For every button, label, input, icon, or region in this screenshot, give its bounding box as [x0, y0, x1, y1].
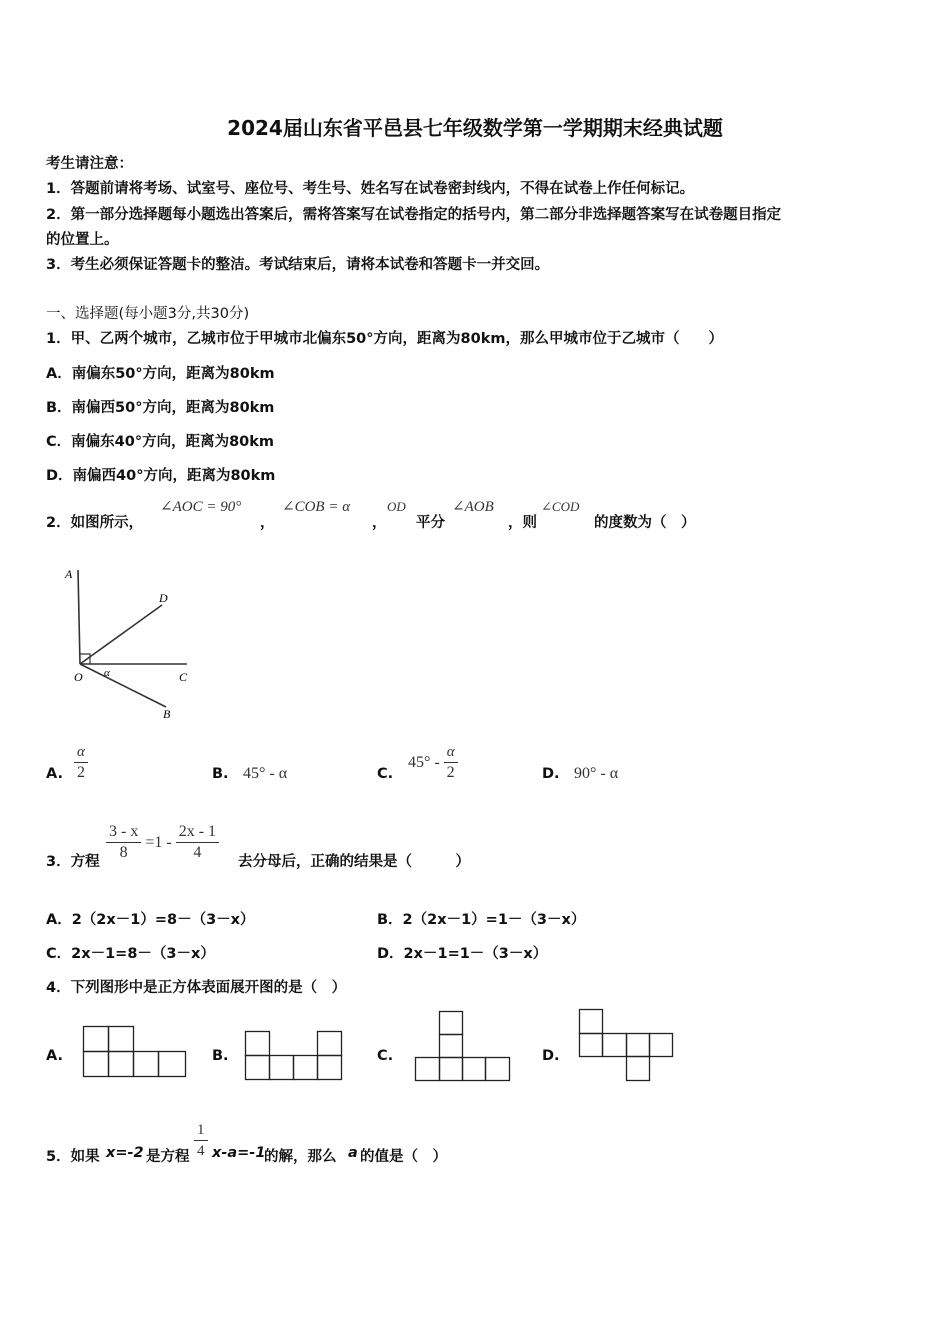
- q4-option-b-label: B.: [212, 1048, 229, 1064]
- q1-option-d: D．南偏西40°方向，距离为80km: [46, 468, 276, 484]
- cube-net-b: [245, 1031, 345, 1081]
- ray-od: [80, 605, 162, 664]
- q2-option-b-label: B.: [212, 766, 229, 782]
- q3-option-c: C．2x－1=8－（3－x）: [46, 946, 215, 962]
- label-d: D: [159, 591, 168, 605]
- q2-suffix: 的度数为（ ）: [594, 515, 696, 531]
- q2-od: OD: [387, 499, 406, 514]
- q2-sep: ，: [260, 515, 275, 531]
- q2-sep: ，: [372, 515, 387, 531]
- q3-suffix: 去分母后，正确的结果是（ ）: [238, 854, 470, 870]
- label-c: C: [179, 670, 188, 684]
- q5-suffix: 的值是（ ）: [360, 1149, 447, 1165]
- label-alpha: α: [104, 667, 110, 679]
- q4-option-d-label: D.: [542, 1048, 560, 1064]
- q2-option-b: 45° - α: [243, 765, 288, 782]
- label-o: O: [74, 670, 83, 684]
- q2-cod: ∠COD: [541, 499, 580, 514]
- q5-prefix: 5．如果: [46, 1149, 100, 1165]
- label-b: B: [163, 707, 171, 721]
- notice-item: 1．答题前请将考场、试室号、座位号、考生号、姓名写在试卷密封线内，不得在试卷上作任何标记。: [46, 181, 695, 197]
- label-a: A: [65, 567, 73, 581]
- q2-bisect: 平分: [416, 515, 445, 531]
- q1-stem: 1．甲、乙两个城市，乙城市位于甲城市北偏东50°方向，距离为80km，那么甲城市位于乙城市（ ）: [46, 331, 723, 347]
- q2-prefix: 2．如图所示，: [46, 515, 144, 531]
- q2-option-a: $\frac{\alpha}{2}$: [74, 742, 88, 783]
- q2-cond-aoc: ∠AOC = 90°: [160, 499, 242, 515]
- q1-option-c: C．南偏东40°方向，距离为80km: [46, 434, 274, 450]
- q2-cond-cob: ∠COB = α: [282, 499, 351, 515]
- q2-option-c: 45° - $\frac{\alpha}{2}$: [408, 742, 458, 783]
- q3-equation: $\frac{3 - x}{8}$ =1 - $\frac{2x - 1}{4}$: [106, 822, 219, 863]
- cube-net-c: [415, 1011, 511, 1083]
- q4-option-c-label: C.: [377, 1048, 394, 1064]
- angle-figure: [55, 560, 215, 730]
- q4-stem: 4．下列图形中是正方体表面展开图的是（ ）: [46, 980, 347, 996]
- q1-option-a: A．南偏东50°方向，距离为80km: [46, 366, 275, 382]
- q5-mid: 是方程: [146, 1149, 190, 1165]
- q3-option-a: A．2（2x－1）=8－（3－x）: [46, 912, 255, 928]
- q1-option-b: B．南偏西50°方向，距离为80km: [46, 400, 275, 416]
- q5-mid2: 的解，那么: [264, 1149, 337, 1165]
- q3-option-d: D．2x－1=1－（3－x）: [377, 946, 548, 962]
- q2-option-d-label: D.: [542, 766, 560, 782]
- cube-net-d: [579, 1009, 675, 1083]
- q2-option-d: 90° - α: [574, 765, 619, 782]
- q4-option-a-label: A.: [46, 1048, 63, 1064]
- q5-expression: x-a=-1: [212, 1145, 266, 1161]
- notice-item: 的位置上。: [46, 232, 119, 248]
- ray-ob: [80, 664, 166, 707]
- q2-option-c-label: C.: [377, 766, 394, 782]
- page-title: 2024届山东省平邑县七年级数学第一学期期末经典试题: [227, 116, 723, 140]
- ray-oa: [78, 570, 80, 664]
- notice-item: 3．考生必须保证答题卡的整洁。考试结束后，请将本试卷和答题卡一并交回。: [46, 257, 550, 273]
- q5-a: a: [348, 1145, 358, 1161]
- q5-x-value: x=-2: [106, 1145, 144, 1161]
- cube-net-a: [83, 1026, 187, 1078]
- q2-then: ，则: [508, 515, 537, 531]
- q2-aob: ∠AOB: [452, 499, 494, 515]
- q5-fraction: $\frac{1}{4}$: [194, 1120, 208, 1161]
- q3-prefix: 3．方程: [46, 854, 100, 870]
- notice-item: 2．第一部分选择题每小题选出答案后，需将答案写在试卷指定的括号内，第二部分非选择题答案写在试卷题目指定: [46, 207, 782, 223]
- q3-option-b: B．2（2x－1）=1－（3－x）: [377, 912, 586, 928]
- section-heading: 一、选择题(每小题3分,共30分): [46, 306, 250, 322]
- q2-option-a-label: A.: [46, 766, 63, 782]
- notice-heading: 考生请注意：: [46, 156, 133, 172]
